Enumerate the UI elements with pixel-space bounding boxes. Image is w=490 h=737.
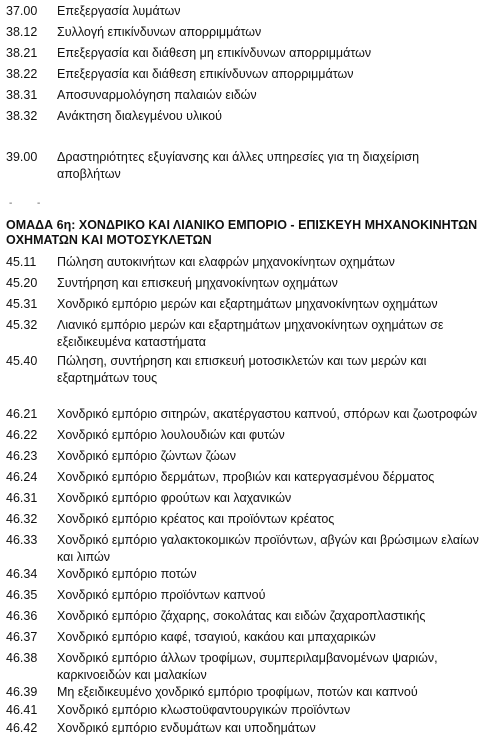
activity-description: Λιανικό εμπόριο μερών και εξαρτημάτων μηχανοκίνητων οχημάτων σε εξειδικευμένα καταστήματα: [57, 318, 444, 349]
activity-description: Χονδρικό εμπόριο ζάχαρης, σοκολάτας και ειδών ζαχαροπλαστικής: [57, 609, 426, 623]
activity-code: 46.23: [6, 449, 38, 463]
activity-description: Χονδρικό εμπόριο ενδυμάτων και υποδημάτων: [57, 721, 316, 735]
activity-code: 46.34: [6, 567, 38, 581]
activity-description: Ανάκτηση διαλεγμένου υλικού: [57, 109, 222, 123]
activity-description: Χονδρικό εμπόριο φρούτων και λαχανικών: [57, 491, 292, 505]
scan-mark: -: [37, 198, 41, 209]
activity-code: 46.39: [6, 685, 38, 699]
activity-code: 46.35: [6, 588, 38, 602]
activity-description: Χονδρικό εμπόριο κρέατος και προϊόντων κρέατος: [57, 512, 335, 526]
activity-description: Χονδρικό εμπόριο σιτηρών, ακατέργαστου καπνού, σπόρων και ζωοτροφών: [57, 407, 478, 421]
activity-description: Χονδρικό εμπόριο γαλακτοκομικών προϊόντων, αβγών και βρώσιμων ελαίων και λιπών: [57, 533, 479, 564]
activity-description: Δραστηριότητες εξυγίανσης και άλλες υπηρεσίες για τη διαχείριση αποβλήτων: [57, 150, 420, 181]
activity-code: 37.00: [6, 4, 38, 18]
activity-code: 46.24: [6, 470, 38, 484]
activity-code: 46.36: [6, 609, 38, 623]
activity-code: 46.22: [6, 428, 38, 442]
activity-description: Συλλογή επικίνδυνων απορριμμάτων: [57, 25, 262, 39]
activity-code: 46.37: [6, 630, 38, 644]
activity-code: 46.42: [6, 721, 38, 735]
activity-code: 46.32: [6, 512, 38, 526]
activity-code: 46.38: [6, 651, 38, 665]
activity-description: Χονδρικό εμπόριο κλωστοϋφαντουργικών προϊόντων: [57, 703, 351, 717]
activity-description: Χονδρικό εμπόριο λουλουδιών και φυτών: [57, 428, 285, 442]
activity-description: Μη εξειδικευμένο χονδρικό εμπόριο τροφίμων, ποτών και καπνού: [57, 685, 418, 699]
activity-code: 46.33: [6, 533, 38, 547]
activity-description: Πώληση αυτοκινήτων και ελαφρών μηχανοκίνητων οχημάτων: [57, 255, 395, 269]
activity-code: 45.20: [6, 276, 38, 290]
activity-code: 38.31: [6, 88, 38, 102]
activity-description: Χονδρικό εμπόριο προϊόντων καπνού: [57, 588, 266, 602]
activity-code: 38.12: [6, 25, 38, 39]
activity-description: Χονδρικό εμπόριο μερών και εξαρτημάτων μηχανοκίνητων οχημάτων: [57, 297, 438, 311]
scan-mark: -: [9, 198, 13, 209]
activity-code: 45.11: [6, 255, 37, 269]
activity-code: 46.21: [6, 407, 38, 421]
activity-description: Επεξεργασία λυμάτων: [57, 4, 181, 18]
activity-code: 38.22: [6, 67, 38, 81]
activity-description: Συντήρηση και επισκευή μηχανοκίνητων οχημάτων: [57, 276, 338, 290]
activity-description: Χονδρικό εμπόριο ζώντων ζώων: [57, 449, 236, 463]
activity-description: Χονδρικό εμπόριο ποτών: [57, 567, 197, 581]
activity-code: 45.40: [6, 354, 38, 368]
activity-description: Χονδρικό εμπόριο άλλων τροφίμων, συμπεριλαμβανομένων ψαριών, καρκινοειδών και μαλακίων: [57, 651, 438, 682]
activity-code: 39.00: [6, 150, 38, 164]
activity-description: Πώληση, συντήρηση και επισκευή μοτοσικλετών και των μερών και εξαρτημάτων τους: [57, 354, 427, 385]
activity-code: 46.31: [6, 491, 38, 505]
activity-description: Χονδρικό εμπόριο καφέ, τσαγιού, κακάου και μπαχαρικών: [57, 630, 376, 644]
group-heading: ΟΜΑΔΑ 6η: ΧΟΝΔΡΙΚΟ ΚΑΙ ΛΙΑΝΙΚΟ ΕΜΠΟΡΙΟ - ΕΠΙΣΚΕΥΗ ΜΗΧΑΝΟΚΙΝΗΤΩΝ ΟΧΗΜΑΤΩΝ ΚΑΙ ΜΟΤΟΣΥΚΛΕΤΩΝ: [6, 218, 478, 247]
activity-code: 45.32: [6, 318, 38, 332]
activity-description: Επεξεργασία και διάθεση μη επικίνδυνων απορριμμάτων: [57, 46, 372, 60]
activity-code: 38.32: [6, 109, 38, 123]
activity-description: Επεξεργασία και διάθεση επικίνδυνων απορριμμάτων: [57, 67, 354, 81]
activity-code: 46.41: [6, 703, 38, 717]
activity-description: Αποσυναρμολόγηση παλαιών ειδών: [57, 88, 257, 102]
activity-code: 45.31: [6, 297, 38, 311]
activity-code: 38.21: [6, 46, 38, 60]
activity-description: Χονδρικό εμπόριο δερμάτων, προβιών και κατεργασμένου δέρματος: [57, 470, 435, 484]
